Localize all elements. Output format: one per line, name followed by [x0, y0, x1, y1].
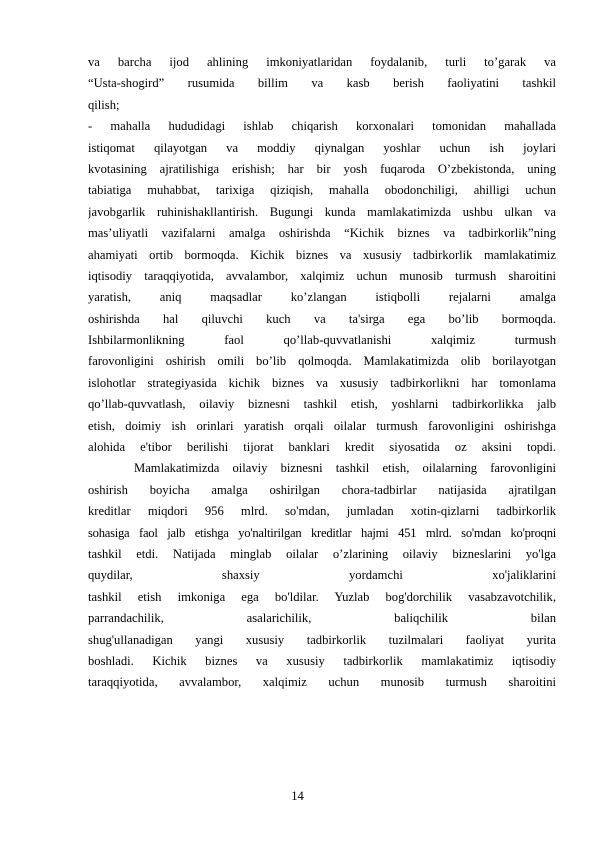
text-line: Mamlakatimizda oilaviy biznesni tashkil etish, oilalarning farovonligini — [134, 461, 556, 476]
text-line: qo’llab-quvvatlash, oilaviy biznesni tashkil etish, yoshlarni tadbirkorlikka jalb — [88, 397, 556, 412]
text-line: alohida e'tibor berilishi tijorat banklari kredit siyosatida oz aksini topdi. — [88, 440, 556, 455]
text-line: tashkil etdi. Natijada minglab oilalar o’zlarining oilaviy bizneslarini yo'lga — [88, 546, 556, 561]
text-line: qilish; — [88, 97, 120, 112]
text-line: parrandachilik, asalarichilik, baliqchilik bilan — [88, 611, 556, 626]
text-line: kreditlar miqdori 956 mlrd. so'mdan, jumladan xotin-qizlarni tadbirkorlik — [88, 504, 556, 519]
text-line: oshirishda hal qiluvchi kuch va ta'sirga ega bo’lib bormoqda. — [88, 311, 556, 326]
text-line: oshirish boyicha amalga oshirilgan chora-tadbirlar natijasida ajratilgan — [88, 482, 556, 497]
text-line: istiqomat qilayotgan va moddiy qiynalgan yoshlar uchun ish joylari — [88, 140, 556, 155]
text-line: ahamiyati ortib bormoqda. Kichik biznes va xususiy tadbirkorlik mamlakatimiz — [88, 247, 556, 262]
text-line: sohasiga faol jalb etishga yo'naltirilgan kreditlar hajmi 451 mlrd. so'mdan ko'proqni — [88, 525, 556, 540]
text-line: tashkil etish imkoniga ega bo'ldilar. Yuzlab bog'dorchilik vasabzavotchilik, — [88, 589, 556, 604]
text-line: quydilar, shaxsiy yordamchi xo'jaliklarini — [88, 568, 556, 583]
text-line: iqtisodiy taraqqiyotida, avvalambor, xalqimiz uchun munosib turmush sharoitini — [88, 268, 556, 283]
text-line: - mahalla hududidagi ishlab chiqarish korxonalari tomonidan mahallada — [88, 119, 556, 134]
text-line: javobgarlik ruhinishakllantirish. Bugungi kunda mamlakatimizda ushbu ulkan va — [88, 204, 556, 219]
text-line: etish, doimiy ish orinlari yaratish orqali oilalar turmush farovonligini oshirishga — [88, 418, 556, 433]
text-line: shug'ullanadigan yangi xususiy tadbirkorlik tuzilmalari faoliyat yurita — [88, 632, 556, 647]
text-line: Ishbilarmonlikning faol qo’llab-quvvatlanishi xalqimiz turmush — [88, 333, 556, 348]
text-line: tabiatiga muhabbat, tarixiga qiziqish, mahalla obodonchiligi, ahilligi uchun — [88, 183, 556, 198]
text-line: farovonligini oshirish omili bo’lib qolmoqda. Mamlakatimizda olib borilayotgan — [88, 354, 556, 369]
text-line: kvotasining ajratilishiga erishish; har bir yosh fuqaroda O’zbekistonda, uning — [88, 161, 556, 176]
page-number: 14 — [291, 789, 304, 803]
text-line: boshladi. Kichik biznes va xususiy tadbirkorlik mamlakatimiz iqtisodiy — [88, 653, 556, 668]
text-line: mas’uliyatli vazifalarni amalga oshirishda “Kichik biznes va tadbirkorlik”ning — [88, 226, 556, 241]
text-line: “Usta-shogird” rusumida billim va kasb berish faoliyatini tashkil — [88, 76, 556, 91]
body-text — [88, 52, 556, 694]
text-line: va barcha ijod ahlining imkoniyatlaridan foydalanib, turli to’garak va — [88, 55, 556, 69]
text-line: taraqqiyotida, avvalambor, xalqimiz uchun munosib turmush sharoitini — [88, 675, 556, 690]
text-line: yaratish, aniq maqsadlar ko’zlangan istiqbolli rejalarni amalga — [88, 290, 556, 305]
text-line: islohotlar strategiyasida kichik biznes va xususiy tadbirkorlikni har tomonlama — [88, 375, 556, 390]
